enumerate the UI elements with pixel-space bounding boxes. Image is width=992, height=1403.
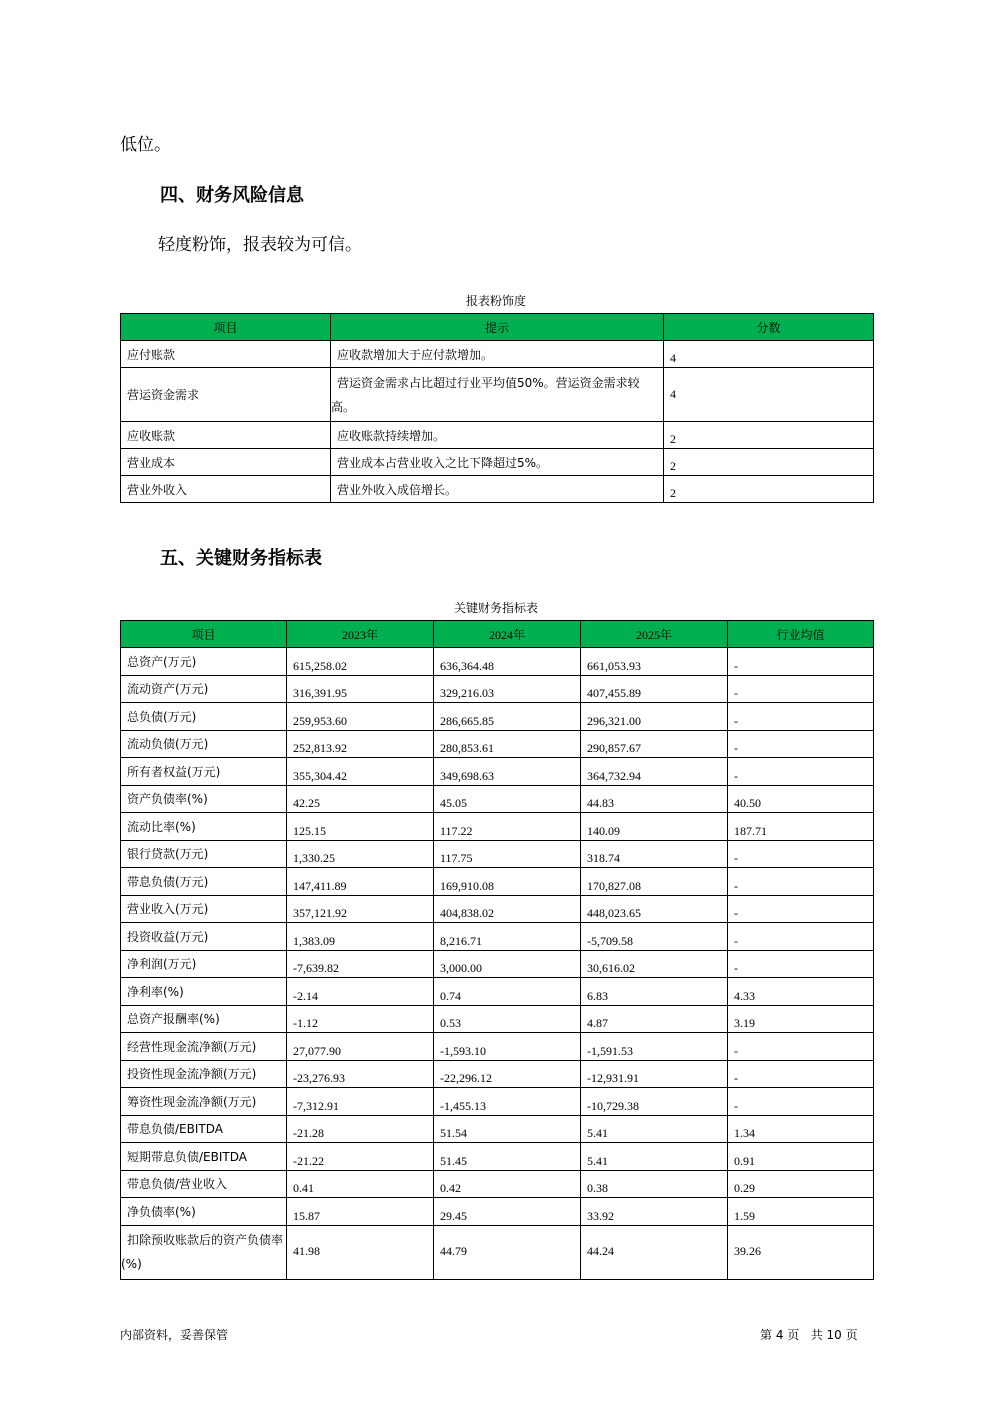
industry-avg-cell: - xyxy=(728,1033,874,1061)
value-cell: -1,591.53 xyxy=(581,1033,728,1061)
value-cell: 45.05 xyxy=(434,785,581,813)
value-cell: 6.83 xyxy=(581,978,728,1006)
whitewash-table-caption-wrap xyxy=(120,292,872,309)
value-cell: -7,312.91 xyxy=(287,1088,434,1116)
score-cell: 4 xyxy=(664,368,874,422)
hint-text: 营运资金需求占比超过行业平均值50%。营运资金需求较高。 xyxy=(331,375,640,414)
table-row xyxy=(121,840,874,868)
value-cell: -1,455.13 xyxy=(434,1088,581,1116)
value-cell: 318.74 xyxy=(581,840,728,868)
header-cell: 2024年 xyxy=(434,621,581,648)
item-cell: 流动负债(万元) xyxy=(121,730,287,758)
table-row xyxy=(121,476,874,503)
indicator-table-caption-wrap xyxy=(120,599,872,616)
industry-avg-cell: 39.26 xyxy=(728,1225,874,1279)
table-row xyxy=(121,368,874,422)
item-cell: 营业成本 xyxy=(121,449,331,476)
item-cell: 总资产(万元) xyxy=(121,648,287,676)
table-row xyxy=(121,950,874,978)
industry-avg-cell: - xyxy=(728,950,874,978)
value-cell: -22,296.12 xyxy=(434,1060,581,1088)
table-row xyxy=(121,923,874,951)
table-row xyxy=(121,422,874,449)
value-cell: 51.45 xyxy=(434,1143,581,1171)
item-cell: 筹资性现金流净额(万元) xyxy=(121,1088,287,1116)
indicator-table-caption: 关键财务指标表 xyxy=(453,601,538,615)
item-cell: 银行贷款(万元) xyxy=(121,840,287,868)
value-cell: -7,639.82 xyxy=(287,950,434,978)
value-cell: 117.75 xyxy=(434,840,581,868)
table-row xyxy=(121,895,874,923)
value-cell: -21.22 xyxy=(287,1143,434,1171)
value-cell: 44.83 xyxy=(581,785,728,813)
industry-avg-cell: - xyxy=(728,758,874,786)
value-cell: 355,304.42 xyxy=(287,758,434,786)
value-cell: 0.38 xyxy=(581,1170,728,1198)
table-row xyxy=(121,1143,874,1171)
item-cell: 经营性现金流净额(万元) xyxy=(121,1033,287,1061)
value-cell: 44.24 xyxy=(581,1225,728,1279)
header-cell: 2023年 xyxy=(287,621,434,648)
industry-avg-cell: - xyxy=(728,730,874,758)
value-cell: 117.22 xyxy=(434,813,581,841)
industry-avg-cell: - xyxy=(728,840,874,868)
hint-cell: 应收账款持续增加。 xyxy=(331,422,664,449)
value-cell: 0.42 xyxy=(434,1170,581,1198)
score-cell: 4 xyxy=(664,341,874,368)
industry-avg-cell: - xyxy=(728,675,874,703)
industry-avg-cell: - xyxy=(728,868,874,896)
hint-cell: 应收款增加大于应付款增加。 xyxy=(331,341,664,368)
header-cell: 项目 xyxy=(121,621,287,648)
industry-avg-cell: 187.71 xyxy=(728,813,874,841)
hint-cell: 营业外收入成倍增长。 xyxy=(331,476,664,503)
lead-text: 低位。 xyxy=(120,135,171,155)
item-cell: 净负债率(%) xyxy=(121,1198,287,1226)
value-cell: 290,857.67 xyxy=(581,730,728,758)
value-cell: 5.41 xyxy=(581,1115,728,1143)
item-cell: 短期带息负债/EBITDA xyxy=(121,1143,287,1171)
value-cell: 51.54 xyxy=(434,1115,581,1143)
table-row xyxy=(121,1170,874,1198)
industry-avg-cell: - xyxy=(728,923,874,951)
value-cell: 615,258.02 xyxy=(287,648,434,676)
section5-heading: 五、关键财务指标表 xyxy=(160,548,322,569)
table-row xyxy=(121,1005,874,1033)
item-cell: 所有者权益(万元) xyxy=(121,758,287,786)
item-cell: 营业外收入 xyxy=(121,476,331,503)
item-cell: 总资产报酬率(%) xyxy=(121,1005,287,1033)
indicator-table xyxy=(120,620,874,1280)
value-cell: 448,023.65 xyxy=(581,895,728,923)
table-row xyxy=(121,785,874,813)
item-cell: 应收账款 xyxy=(121,422,331,449)
item-cell: 扣除预收账款后的资产负债率(%) xyxy=(121,1225,287,1279)
item-cell: 资产负债率(%) xyxy=(121,785,287,813)
table-row xyxy=(121,341,874,368)
table-row xyxy=(121,648,874,676)
value-cell: 1,330.25 xyxy=(287,840,434,868)
value-cell: 349,698.63 xyxy=(434,758,581,786)
value-cell: 286,665.85 xyxy=(434,703,581,731)
indicator-body xyxy=(121,648,874,1280)
value-cell: 125.15 xyxy=(287,813,434,841)
header-cell: 分数 xyxy=(664,314,874,341)
table-row xyxy=(121,1033,874,1061)
value-cell: 404,838.02 xyxy=(434,895,581,923)
value-cell: -23,276.93 xyxy=(287,1060,434,1088)
item-cell: 总负债(万元) xyxy=(121,703,287,731)
score-cell: 2 xyxy=(664,449,874,476)
value-cell: 147,411.89 xyxy=(287,868,434,896)
value-cell: 140.09 xyxy=(581,813,728,841)
footer-left: 内部资料，妥善保管 xyxy=(120,1328,229,1342)
industry-avg-cell: - xyxy=(728,1060,874,1088)
industry-avg-cell: - xyxy=(728,895,874,923)
industry-avg-cell: 4.33 xyxy=(728,978,874,1006)
whitewash-table xyxy=(120,313,874,503)
value-cell: 170,827.08 xyxy=(581,868,728,896)
section4-heading: 四、财务风险信息 xyxy=(160,185,304,206)
value-cell: -5,709.58 xyxy=(581,923,728,951)
table-row xyxy=(121,978,874,1006)
industry-avg-cell: - xyxy=(728,703,874,731)
value-cell: 5.41 xyxy=(581,1143,728,1171)
value-cell: 1,383.09 xyxy=(287,923,434,951)
indicator-header-row xyxy=(121,621,874,648)
value-cell: 296,321.00 xyxy=(581,703,728,731)
value-cell: 30,616.02 xyxy=(581,950,728,978)
value-cell: 661,053.93 xyxy=(581,648,728,676)
table-row xyxy=(121,449,874,476)
header-cell: 项目 xyxy=(121,314,331,341)
industry-avg-cell: - xyxy=(728,1088,874,1116)
value-cell: -1.12 xyxy=(287,1005,434,1033)
table-row xyxy=(121,1088,874,1116)
value-cell: 316,391.95 xyxy=(287,675,434,703)
hint-cell: 营业成本占营业收入之比下降超过5%。 xyxy=(331,449,664,476)
table-row xyxy=(121,813,874,841)
industry-avg-cell: 40.50 xyxy=(728,785,874,813)
value-cell: 41.98 xyxy=(287,1225,434,1279)
table-row xyxy=(121,703,874,731)
industry-avg-cell: 0.29 xyxy=(728,1170,874,1198)
industry-avg-cell: - xyxy=(728,648,874,676)
item-cell: 营业收入(万元) xyxy=(121,895,287,923)
table-row xyxy=(121,1060,874,1088)
hint-cell xyxy=(331,368,664,422)
industry-avg-cell: 0.91 xyxy=(728,1143,874,1171)
table-row xyxy=(121,868,874,896)
item-cell: 流动比率(%) xyxy=(121,813,287,841)
value-cell: 27,077.90 xyxy=(287,1033,434,1061)
table-row xyxy=(121,1198,874,1226)
item-cell: 应付账款 xyxy=(121,341,331,368)
table-row xyxy=(121,675,874,703)
header-cell: 行业均值 xyxy=(728,621,874,648)
item-cell: 带息负债(万元) xyxy=(121,868,287,896)
header-cell: 2025年 xyxy=(581,621,728,648)
value-cell: 29.45 xyxy=(434,1198,581,1226)
whitewash-header-row xyxy=(121,314,874,341)
value-cell: -1,593.10 xyxy=(434,1033,581,1061)
value-cell: -10,729.38 xyxy=(581,1088,728,1116)
score-cell: 2 xyxy=(664,422,874,449)
item-cell: 投资收益(万元) xyxy=(121,923,287,951)
value-cell: 0.74 xyxy=(434,978,581,1006)
value-cell: 15.87 xyxy=(287,1198,434,1226)
item-cell: 带息负债/营业收入 xyxy=(121,1170,287,1198)
industry-avg-cell: 3.19 xyxy=(728,1005,874,1033)
item-cell: 净利润(万元) xyxy=(121,950,287,978)
value-cell: 0.41 xyxy=(287,1170,434,1198)
value-cell: 33.92 xyxy=(581,1198,728,1226)
table-row xyxy=(121,1225,874,1279)
item-cell: 带息负债/EBITDA xyxy=(121,1115,287,1143)
table-row xyxy=(121,730,874,758)
value-cell: 357,121.92 xyxy=(287,895,434,923)
value-cell: 364,732.94 xyxy=(581,758,728,786)
value-cell: 169,910.08 xyxy=(434,868,581,896)
value-cell: 8,216.71 xyxy=(434,923,581,951)
item-cell: 营运资金需求 xyxy=(121,368,331,422)
value-cell: 280,853.61 xyxy=(434,730,581,758)
item-cell: 投资性现金流净额(万元) xyxy=(121,1060,287,1088)
header-cell: 提示 xyxy=(331,314,664,341)
table-row xyxy=(121,1115,874,1143)
value-cell: 252,813.92 xyxy=(287,730,434,758)
table-row xyxy=(121,758,874,786)
value-cell: 44.79 xyxy=(434,1225,581,1279)
footer-page-number: 第 4 页 共 10 页 xyxy=(760,1328,858,1342)
industry-avg-cell: 1.59 xyxy=(728,1198,874,1226)
value-cell: 259,953.60 xyxy=(287,703,434,731)
value-cell: -21.28 xyxy=(287,1115,434,1143)
value-cell: 4.87 xyxy=(581,1005,728,1033)
section4-paragraph: 轻度粉饰，报表较为可信。 xyxy=(158,235,362,255)
item-cell: 流动资产(万元) xyxy=(121,675,287,703)
value-cell: 636,364.48 xyxy=(434,648,581,676)
value-cell: -12,931.91 xyxy=(581,1060,728,1088)
value-cell: 407,455.89 xyxy=(581,675,728,703)
value-cell: 42.25 xyxy=(287,785,434,813)
item-cell: 净利率(%) xyxy=(121,978,287,1006)
value-cell: -2.14 xyxy=(287,978,434,1006)
value-cell: 0.53 xyxy=(434,1005,581,1033)
value-cell: 3,000.00 xyxy=(434,950,581,978)
value-cell: 329,216.03 xyxy=(434,675,581,703)
score-cell: 2 xyxy=(664,476,874,503)
whitewash-table-caption: 报表粉饰度 xyxy=(465,294,526,308)
industry-avg-cell: 1.34 xyxy=(728,1115,874,1143)
